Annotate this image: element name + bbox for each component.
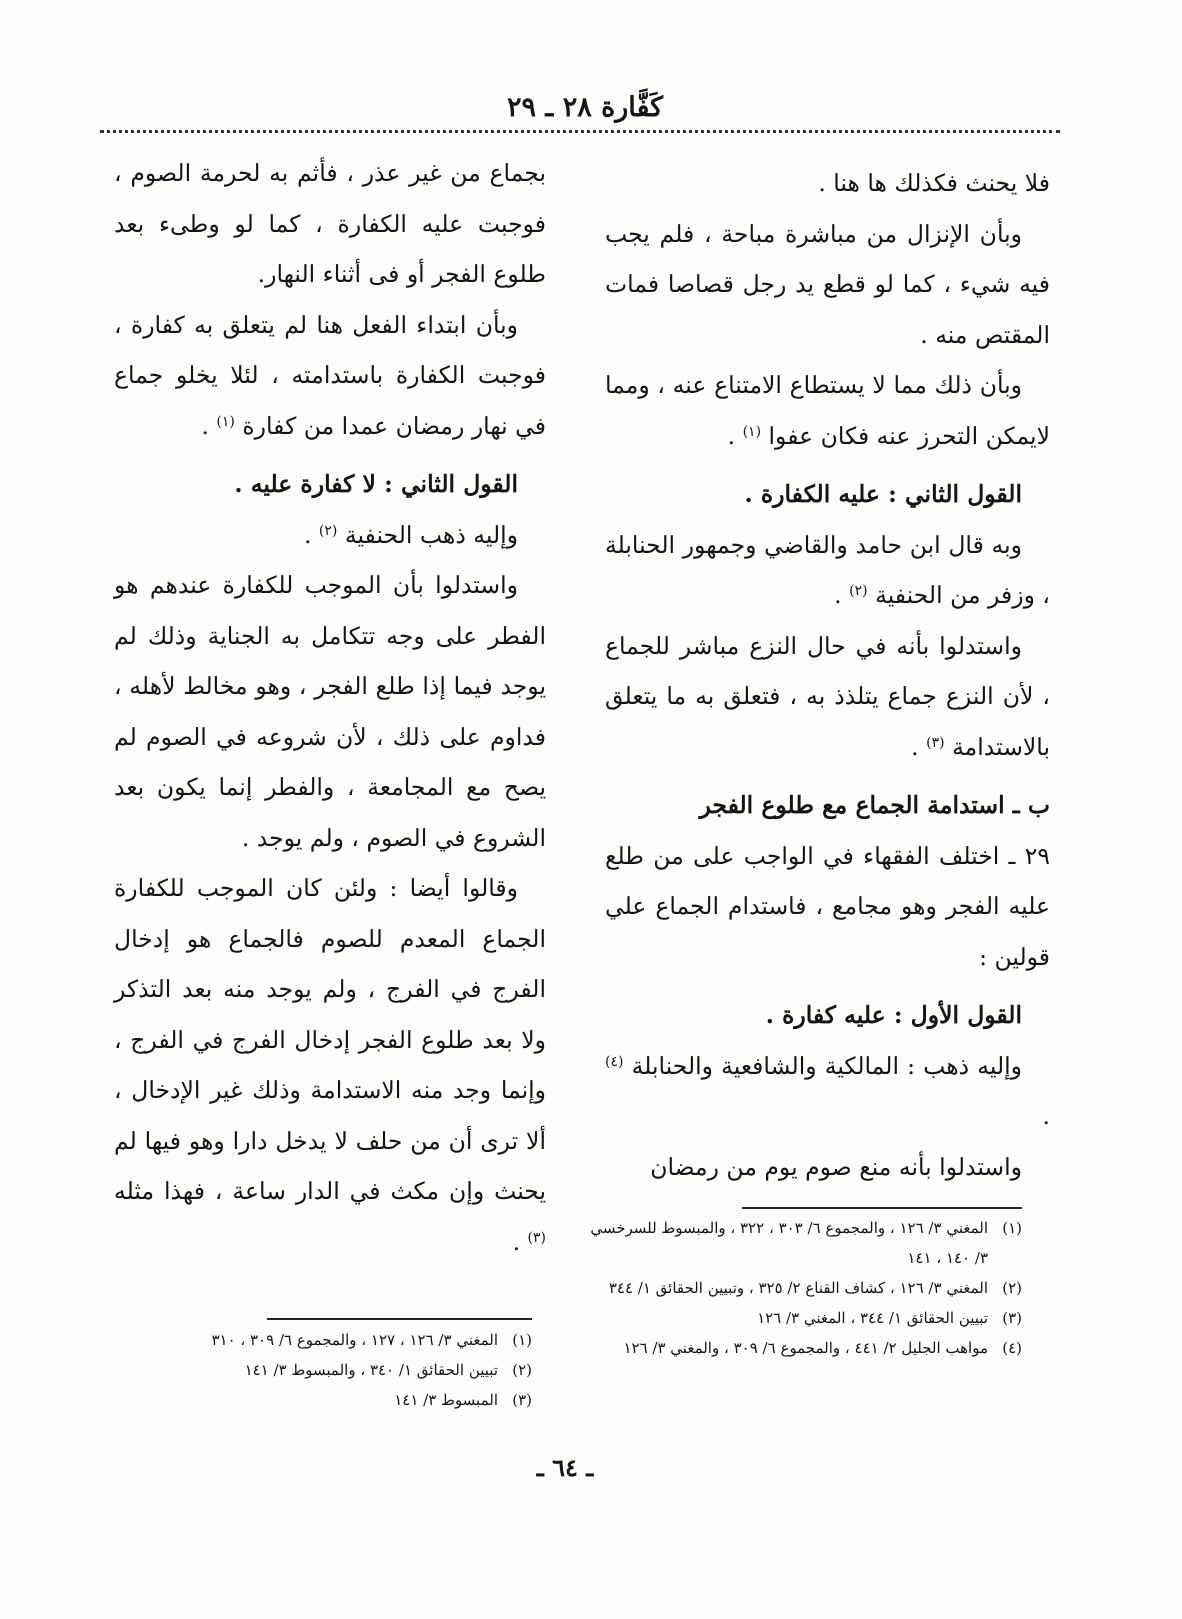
footnote: (٢) المغني ٣/ ١٢٦ ، كشاف القناع ٢/ ٣٢٥ ، وتبيين الحقائق ١/ ٣٤٤ bbox=[608, 1279, 1022, 1297]
paragraph: ٢٩ ـ اختلف الفقهاء في الواجب على من طلع عليه الفجر وهو مجامع ، فاستدام الجماع علي قولين : bbox=[605, 841, 1050, 971]
paragraph: وبأن الإنزال من مباشرة مباحة ، فلم يجب فيه شيء ، كما لو قطع يد رجل قصاصا فمات المقتص منه . bbox=[605, 219, 1050, 349]
footnote-ref: (٢) bbox=[318, 522, 338, 539]
footnote-ref: (٤) bbox=[605, 1053, 624, 1070]
footnote-ref: (٢) bbox=[849, 583, 868, 599]
text-column-left bbox=[114, 148, 546, 1267]
paragraph: فلا يحنث فكذلك ها هنا . bbox=[818, 169, 1050, 197]
footnote: (٣) المبسوط ٣/ ١٤١ bbox=[394, 1391, 532, 1409]
header-dotted-rule bbox=[100, 130, 1060, 133]
footnote: (٣) تبيين الحقائق ١/ ٣٤٤ ، المغني ٣/ ١٢٦ bbox=[757, 1309, 1022, 1327]
text-column-right bbox=[605, 158, 1050, 1192]
paragraph: وإليه ذهب : المالكية والشافعية والحنابلة $^{(٤)}$ . bbox=[605, 1051, 1050, 1130]
subsection-heading: ب ـ استدامة الجماع مع طلوع الفجر bbox=[699, 791, 1050, 819]
paragraph: وقالوا أيضا : ولئن كان الموجب للكفارة الجماع المعدم للصوم فالجماع هو إدخال الفرج في الفرج ، ولم يوجد منه بعد التذكر ولا بعد طلوع الفجر إدخال الفرج في الفرج ، وإنما وجد منه الاستدامة وذلك غير الإدخال ، ألا ترى أن من حلف لا يدخل دارا وهو فيها لم يحنث وإن مكث في الدار ساعة ، فهذا مثله $^{(٣)}$ . bbox=[114, 874, 546, 1256]
footnote-ref: (٣) bbox=[527, 1229, 546, 1246]
footnote: (١) المغني ٣/ ١٢٦ ، ١٢٧ ، والمجموع ٦/ ٣٠٩ ، ٣١٠ bbox=[211, 1331, 532, 1349]
section-heading: القول الثاني : لا كفارة عليه . bbox=[234, 470, 518, 498]
section-heading: القول الأول : عليه كفارة . bbox=[765, 1001, 1022, 1029]
paragraph: وبه قال ابن حامد والقاضي وجمهور الحنابلة ، وزفر من الحنفية $^{(٢)}$ . bbox=[605, 530, 1050, 609]
paragraph: وإليه ذهب الحنفية $^{(٢)}$ . bbox=[303, 520, 518, 549]
footnote: (٤) مواهب الجليل ٢/ ٤٤١ ، والمجموع ٦/ ٣٠٩ ، والمغني ٣/ ١٢٦ bbox=[623, 1339, 1022, 1357]
paragraph: واستدلوا بأنه منع صوم يوم من رمضان bbox=[650, 1152, 1022, 1181]
footnote-separator bbox=[742, 1207, 1022, 1209]
paragraph: واستدلوا بأنه في حال النزع مباشر للجماع ، لأن النزع جماع يتلذذ به ، فتعلق به ما يتعلق بالاستدامة $^{(٣)}$ . bbox=[605, 631, 1050, 761]
footnotes-left bbox=[92, 1325, 532, 1415]
footnote: (١) المغني ٣/ ١٢٦ ، والمجموع ٦/ ٣٠٣ ، ٣٢٢ ، والمبسوط للسرخسي ٣/ ١٤٠ ، ١٤١ bbox=[590, 1219, 1022, 1267]
page-number: ـ ٦٤ ـ bbox=[536, 1453, 594, 1482]
footnote-ref: (١) bbox=[742, 423, 762, 440]
paragraph: وبأن ذلك مما لا يستطاع الامتناع عنه ، ومما لايمكن التحرز عنه فكان عفوا $^{(١)}$ . bbox=[605, 371, 1050, 450]
footnote-separator bbox=[267, 1318, 532, 1320]
paragraph: وبأن ابتداء الفعل هنا لم يتعلق به كفارة ، فوجبت الكفارة باستدامته ، لئلا يخلو جماع في نهار رمضان عمدا من كفارة $^{(١)}$ . bbox=[114, 310, 546, 440]
paragraph: بجماع من غير عذر ، فأثم به لحرمة الصوم ، فوجبت عليه الكفارة ، كما لو وطىء بعد طلوع الفجر أو فى أثناء النهار. bbox=[114, 159, 546, 288]
paragraph: واستدلوا بأن الموجب للكفارة عندهم هو الفطر على وجه تتكامل به الجناية وذلك لم يوجد فيما إذا طلع الفجر ، وهو مخالط لأهله ، فداوم على ذلك ، لأن شروعه في الصوم لم يصح مع المجامعة ، والفطر إنما يكون بعد الشروع في الصوم ، ولم يوجد . bbox=[114, 571, 546, 852]
section-heading: القول الثاني : عليه الكفارة . bbox=[744, 480, 1022, 508]
footnote: (٢) تبيين الحقائق ١/ ٣٤٠ ، والمبسوط ٣/ ١٤١ bbox=[244, 1361, 532, 1379]
running-header-title: كَفَّارة ٢٨ ـ ٢٩ bbox=[506, 92, 664, 123]
footnote-ref: (١) bbox=[216, 413, 235, 430]
footnote-ref: (٣) bbox=[926, 734, 945, 751]
footnotes-right bbox=[587, 1213, 1022, 1363]
